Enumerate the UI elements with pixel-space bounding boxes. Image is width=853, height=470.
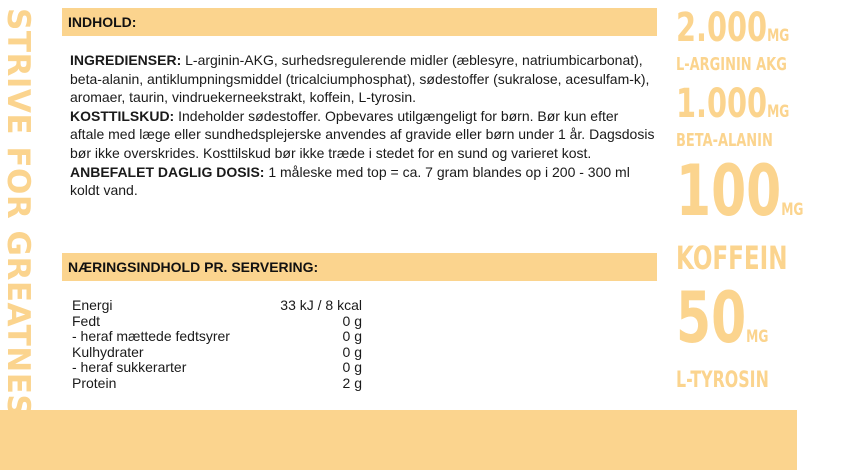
stat-unit: MG: [781, 200, 804, 220]
stat-name: L-ARGININ AKG: [676, 54, 787, 75]
stat-amount-line: [676, 5, 790, 56]
dose-paragraph: [70, 163, 655, 200]
stat-amount: 2.000: [676, 5, 768, 51]
table-row: [72, 376, 362, 392]
side-slogan-text: STRIVE FOR GREATNESS: [0, 8, 36, 439]
stat-amount-line: [676, 150, 804, 243]
nutrient-value: 2 g: [342, 374, 362, 391]
nutrient-label: Protein: [72, 374, 117, 391]
supplement-text: Indeholder sødestoffer. Opbevares utilgængeligt for børn. Bør kun efter aftale med læge eller sundhedsplejerske anvendes af gravide eller børn under 1 år. Dagsdosis bør ikke overskrides. Kosttilskud bør ikke træde i stedet for en sund og varieret kost.: [70, 107, 655, 161]
nutrient-value: 0 g: [342, 312, 362, 329]
stat-unit: MG: [767, 102, 790, 122]
nutrient-value: 0 g: [342, 343, 362, 360]
table-row: [72, 298, 362, 314]
stat-koffein: [676, 150, 804, 277]
dose-label: ANBEFALET DAGLIG DOSIS:: [70, 163, 265, 180]
supplement-label: KOSTTILSKUD:: [70, 107, 175, 124]
stat-name: KOFFEIN: [676, 239, 788, 277]
table-row: [72, 360, 362, 376]
nutrient-label: Fedt: [72, 312, 101, 329]
nutrient-label: Energi: [72, 297, 113, 313]
ingredients-text: L-arginin-AKG, surhedsregulerende midler (æblesyre, natriumbicarbonat), beta-alanin, antiklumpningsmiddel (tricalciumphosphat), sødestoffer (sukralose, acesulfam-k), aromaer, taurin, vindruekerneekstrakt, koffein, L-tyrosin.: [70, 52, 650, 106]
stat-amount: 1.000: [676, 81, 768, 127]
stat-name: L-TYROSIN: [676, 368, 769, 393]
dosage-highlights: [676, 5, 804, 393]
ingredients-header: INDHOLD:: [68, 14, 137, 30]
nutrition-header: NÆRINGSINDHOLD PR. SERVERING:: [68, 259, 319, 275]
nutrient-label: Kulhydrater: [72, 343, 144, 360]
nutrient-value: 33 kJ / 8 kcal: [280, 297, 362, 313]
stat-amount: 50: [676, 277, 747, 359]
bottom-color-band: [0, 410, 797, 470]
dose-text: 1 måleske med top = ca. 7 gram blandes op i 200 - 300 ml koldt vand.: [70, 163, 630, 199]
nutrient-value: 0 g: [342, 359, 362, 376]
table-row: [72, 345, 362, 361]
nutrient-value: 0 g: [342, 328, 362, 345]
nutrition-table: [72, 298, 362, 392]
ingredients-label: INGREDIENSER:: [70, 52, 182, 68]
stat-beta-alanin: [676, 81, 794, 151]
stat-l-tyrosin: [676, 277, 794, 393]
supplement-paragraph: [70, 107, 655, 163]
ingredients-header-bar: [62, 8, 657, 36]
stat-unit: MG: [767, 26, 790, 46]
stat-unit: MG: [746, 327, 769, 347]
table-row: [72, 329, 362, 345]
nutrient-label: - heraf sukkerarter: [72, 359, 187, 376]
ingredients-block: [70, 51, 655, 200]
stat-amount-line: [676, 277, 769, 370]
stat-l-arginin: [676, 5, 794, 75]
stat-amount: 100: [676, 150, 782, 232]
nutrient-label: - heraf mættede fedtsyrer: [72, 328, 230, 345]
ingredients-paragraph: [70, 51, 655, 107]
side-slogan: [0, 8, 36, 439]
stat-name: BETA-ALANIN: [676, 130, 773, 151]
table-row: [72, 314, 362, 330]
stat-amount-line: [676, 81, 790, 132]
nutrition-header-bar: [62, 253, 657, 281]
